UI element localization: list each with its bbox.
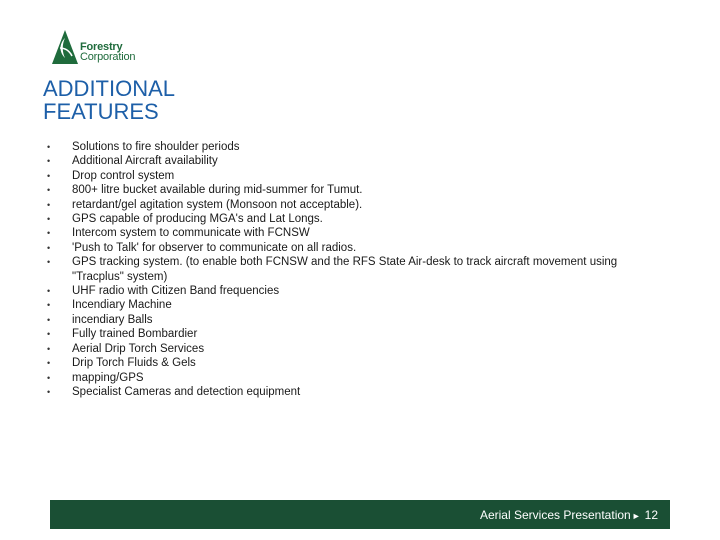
bullet-icon: • <box>47 199 51 210</box>
triangle-right-icon: ► <box>631 511 641 521</box>
list-item-text: GPS tracking system. (to enable both FCNSW and the RFS State Air-desk to track aircraft movement using "Tracplus" system) <box>72 256 618 283</box>
bullet-icon: • <box>47 242 51 253</box>
list-item <box>44 371 664 385</box>
list-item <box>44 255 664 284</box>
list-item <box>44 284 664 298</box>
list-item-text: Additional Aircraft availability <box>72 155 218 168</box>
list-item-text: Drip Torch Fluids & Gels <box>72 357 196 370</box>
list-item-text: Drop control system <box>72 169 175 182</box>
list-item-text: Intercom system to communicate with FCNSW <box>72 227 310 240</box>
forestry-corporation-logo <box>50 28 150 68</box>
list-item <box>44 198 664 212</box>
bullet-icon: • <box>47 228 51 239</box>
list-item-text: Fully trained Bombardier <box>72 328 198 341</box>
list-item <box>44 169 664 183</box>
footer-label <box>480 508 658 522</box>
bullet-icon: • <box>47 142 51 152</box>
list-item-text: mapping/GPS <box>72 371 144 384</box>
logo-line-2: Corporation <box>80 51 136 63</box>
list-item-text: incendiary Balls <box>72 313 153 326</box>
list-item-text: Incendiary Machine <box>72 299 172 312</box>
bullet-icon: • <box>47 386 51 397</box>
bullet-icon: • <box>47 372 51 383</box>
bullet-icon: • <box>47 214 51 225</box>
page-number: 12 <box>644 508 658 522</box>
list-item-text: GPS capable of producing MGA's and Lat Longs. <box>72 213 323 226</box>
bullet-icon: • <box>47 343 51 354</box>
list-item <box>44 241 664 255</box>
bullet-icon: • <box>47 314 51 325</box>
list-item <box>44 342 664 356</box>
bullet-icon: • <box>47 156 51 167</box>
list-item <box>44 212 664 226</box>
bullet-icon: • <box>47 170 51 181</box>
footer-title: Aerial Services Presentation <box>479 508 631 522</box>
logo-line-1: Forestry <box>80 41 123 53</box>
list-item <box>44 226 664 240</box>
bullet-icon: • <box>47 329 51 340</box>
list-item <box>44 327 664 341</box>
logo-wordmark <box>80 42 135 62</box>
bullet-icon: • <box>47 300 51 311</box>
list-item <box>44 313 664 327</box>
list-item-text: Specialist Cameras and detection equipment <box>72 385 301 398</box>
list-item-text: Solutions to fire shoulder periods <box>72 141 240 153</box>
bullet-icon: • <box>47 358 51 369</box>
list-item-text: UHF radio with Citizen Band frequencies <box>72 285 280 298</box>
bullet-icon: • <box>47 257 51 268</box>
list-item <box>44 356 664 370</box>
list-item-text: 'Push to Talk' for observer to communicate on all radios. <box>72 241 357 254</box>
list-item-text: 800+ litre bucket available during mid-summer for Tumut. <box>72 184 363 197</box>
list-item <box>44 140 664 154</box>
tree-icon <box>50 28 80 68</box>
bullet-icon: • <box>47 185 51 196</box>
list-item-text: Aerial Drip Torch Services <box>72 342 205 355</box>
page-title: ADDITIONAL FEATURES <box>43 76 176 124</box>
footer-bar <box>50 500 670 529</box>
list-item <box>44 154 664 168</box>
list-item <box>44 183 664 197</box>
bullet-icon: • <box>47 286 51 297</box>
list-item-text: retardant/gel agitation system (Monsoon not acceptable). <box>72 198 363 211</box>
list-item <box>44 298 664 312</box>
feature-list <box>44 140 664 399</box>
list-item <box>44 385 664 399</box>
